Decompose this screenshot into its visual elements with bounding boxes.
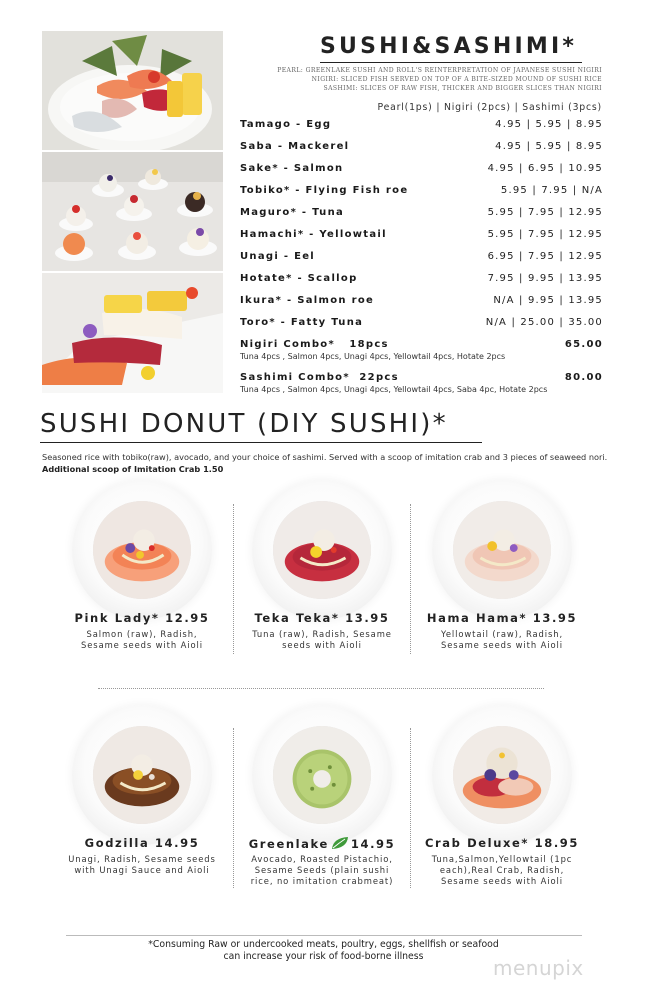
- donut-desc: Tuna (raw), Radish, Sesame seeds with Aioli: [252, 629, 392, 650]
- donut-card-hama-hama: [412, 480, 592, 660]
- sashimi-platter-photo: [42, 31, 223, 150]
- plate: [432, 705, 572, 845]
- menu-item: [240, 317, 603, 339]
- footer-divider: [66, 935, 582, 936]
- donut-desc: Yellowtail (raw), Radish, Sesame seeds with Aioli: [440, 629, 564, 650]
- sushi-menu-list: [240, 119, 603, 405]
- item-name: Hamachi* - Yellowtail: [240, 229, 387, 240]
- warning-line-1: *Consuming Raw or undercooked meats, poultry, eggs, shellfish or seafood: [148, 939, 499, 950]
- item-name: Hotate* - Scallop: [240, 273, 358, 284]
- donut-card-teka-teka: [232, 480, 412, 660]
- pearl-description: PEARL: GREENLAKE SUSHI AND ROLL'S REINTERPRETATION OF JAPANESE SUSHI NIGIRI: [277, 67, 602, 74]
- item-price: N/A | 9.95 | 13.95: [493, 295, 603, 306]
- item-price: 5.95 | 7.95 | N/A: [500, 185, 603, 196]
- combo-name: Sashimi Combo* 22pcs: [240, 372, 399, 383]
- plate: [252, 480, 392, 620]
- teka-teka-donut-photo: [273, 501, 371, 599]
- item-price: 4.95 | 5.95 | 8.95: [495, 141, 603, 152]
- donut-name: Pink Lady* 12.95: [74, 611, 210, 625]
- combo-price: 80.00: [564, 372, 603, 383]
- item-name: Tamago - Egg: [240, 119, 332, 130]
- donut-desc: Salmon (raw), Radish, Sesame seeds with Aioli: [81, 629, 203, 650]
- menu-item: [240, 251, 603, 273]
- donut-name-price: 14.95: [350, 837, 396, 851]
- combo-detail: Tuna 4pcs , Salmon 4pcs, Unagi 4pcs, Yellowtail 4pcs, Saba 4pc, Hotate 2pcs: [240, 385, 548, 394]
- combo-price: 65.00: [564, 339, 603, 350]
- plate: [252, 705, 392, 845]
- item-name: Unagi - Eel: [240, 251, 316, 262]
- item-price: 6.95 | 7.95 | 12.95: [487, 251, 603, 262]
- sashimi-description: SASHIMI: SLICES OF RAW FISH, THICKER AND BIGGER SLICES THAN NIGIRI: [323, 85, 602, 92]
- donut-name-prefix: Greenlake: [248, 837, 329, 851]
- sushi-sashimi-title: SUSHI&SASHIMI*: [320, 34, 578, 59]
- donut-card-greenlake: [232, 705, 412, 905]
- plate: [432, 480, 572, 620]
- donut-desc: Tuna,Salmon,Yellowtail (1pc each),Real Crab, Radish, Sesame seeds with Aioli: [431, 854, 573, 886]
- donut-name: Hama Hama* 13.95: [426, 611, 578, 625]
- menu-item: [240, 295, 603, 317]
- greenlake-donut-photo: [273, 726, 371, 824]
- nigiri-description: NIGIRI: SLICED FISH SERVED ON TOP OF A BITE-SIZED MOUND OF SUSHI RICE: [311, 76, 602, 83]
- item-price: 4.95 | 6.95 | 10.95: [487, 163, 603, 174]
- godzilla-donut-photo: [93, 726, 191, 824]
- item-name: Maguro* - Tuna: [240, 207, 345, 218]
- pink-lady-donut-photo: [93, 501, 191, 599]
- title-underline: [320, 62, 582, 63]
- menu-item: [240, 229, 603, 251]
- donut-desc: Avocado, Roasted Pistachio, Sesame Seeds (plain sushi rice, no imitation crabmeat): [250, 854, 394, 886]
- imitation-crab-note: Additional scoop of Imitation Crab 1.50: [42, 464, 224, 474]
- menu-item: [240, 141, 603, 163]
- sushi-donut-title: SUSHI DONUT (DIY SUSHI)*: [40, 409, 448, 439]
- item-name: Saba - Mackerel: [240, 141, 350, 152]
- menu-item: [240, 207, 603, 229]
- donut-card-godzilla: [52, 705, 232, 905]
- item-price: 4.95 | 5.95 | 8.95: [495, 119, 603, 130]
- donut-desc: Unagi, Radish, Sesame seeds with Unagi Sauce and Aioli: [68, 854, 216, 875]
- menupix-watermark: menupix: [493, 956, 584, 980]
- donut-description: Seasoned rice with tobiko(raw), avocado, and your choice of sashimi. Served with a scoop of imitation crab and 3 pieces of seaweed nori.: [42, 452, 608, 462]
- price-column-header: Pearl(1ps) | Nigiri (2pcs) | Sashimi (3pcs): [377, 102, 602, 113]
- menu-item: [240, 273, 603, 295]
- item-price: 5.95 | 7.95 | 12.95: [487, 229, 603, 240]
- item-price: 5.95 | 7.95 | 12.95: [487, 207, 603, 218]
- donut-name: Teka Teka* 13.95: [254, 611, 390, 625]
- nigiri-closeup-photo: [42, 273, 223, 393]
- item-name: Toro* - Fatty Tuna: [240, 317, 364, 328]
- hama-hama-donut-photo: [453, 501, 551, 599]
- sushi-pearls-photo: [42, 152, 223, 271]
- menu-item: [240, 119, 603, 141]
- item-price: 7.95 | 9.95 | 13.95: [487, 273, 603, 284]
- item-name: Ikura* - Salmon roe: [240, 295, 375, 306]
- combo-name: Nigiri Combo* 18pcs: [240, 339, 389, 350]
- donut-name: [232, 836, 412, 851]
- combo-item: [240, 372, 603, 405]
- plate: [72, 480, 212, 620]
- donut-card-pink-lady: [52, 480, 232, 660]
- warning-line-2: can increase your risk of food-borne illness: [223, 951, 424, 962]
- item-name: Tobiko* - Flying Fish roe: [240, 185, 409, 196]
- combo-item: [240, 339, 603, 372]
- donut-title-underline: [40, 442, 482, 443]
- combo-detail: Tuna 4pcs , Salmon 4pcs, Unagi 4pcs, Yellowtail 4pcs, Hotate 2pcs: [240, 352, 506, 361]
- donut-name: Crab Deluxe* 18.95: [425, 836, 579, 850]
- donut-card-crab-deluxe: [412, 705, 592, 905]
- row-divider: [98, 688, 544, 689]
- item-name: Sake* - Salmon: [240, 163, 344, 174]
- plate: [72, 705, 212, 845]
- crab-deluxe-donut-photo: [453, 726, 551, 824]
- leaf-icon: [331, 836, 349, 850]
- menu-item: [240, 163, 603, 185]
- donut-name: Godzilla 14.95: [84, 836, 200, 850]
- item-price: N/A | 25.00 | 35.00: [485, 317, 603, 328]
- menu-item: [240, 185, 603, 207]
